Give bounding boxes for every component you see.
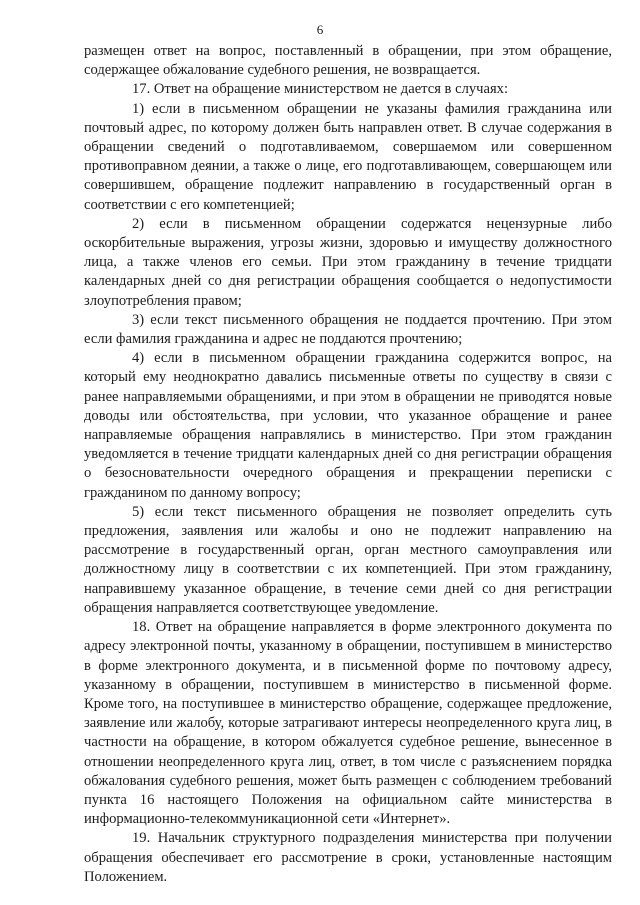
paragraph-item-19: 19. Начальник структурного подразделения министерства при получении обращения обеспечивает его рассмотрение в сроки, установленные настоящим Положением. [84,830,612,885]
paragraph-continuation: размещен ответ на вопрос, поставленный в обращении, при этом обращение, содержащее обжалование судебного решения, не возвращается. [84,43,612,79]
paragraph-subitem-5: 5) если текст письменного обращения не позволяет определить суть предложения, заявления или жалобы и оно не подлежит направлению на рассмотрение в государственный орган, орган местного самоуправления или должностному лицу в соответствии с их компетенцией. При этом гражданину, направившему указанное обращение, в течение семи дней со дня регистрации обращения направляется соответствующее уведомление. [84,503,612,616]
paragraph-item-18: 18. Ответ на обращение направляется в форме электронного документа по адресу электронной почты, указанному в обращении, поступившем в министерство в форме электронного документа, и в письменной форме по почтовому адресу, указанному в обращении, поступившем в министерство в письменной форме. Кроме того, на поступившее в министерство обращение, содержащее предложение, заявление или жалобу, которые затрагивают интересы неопределенного круга лиц, в частности на обращение, в котором обжалуется судебное решение, вынесенное в отношении неопределенного круга лиц, ответ, в том числе с разъяснением порядка обжалования судебного решения, может быть размещен с соблюдением требований пункта 16 настоящего Положения на официальном сайте министерства в информационно-телекоммуникационной сети «Интернет». [84,619,612,828]
document-body [84,42,612,887]
paragraph-subitem-1: 1) если в письменном обращении не указаны фамилия гражданина или почтовый адрес, по которому должен быть направлен ответ. В случае содержания в обращении сведений о подготавливаемом, совершаемом или совершенном противоправном деянии, а также о лице, его подготавливающем, совершающем или совершившем, обращение подлежит направлению в государственный орган в соответствии с его компетенцией; [84,100,612,213]
paragraph-subitem-3: 3) если текст письменного обращения не поддается прочтению. При этом если фамилия гражданина и адрес не поддаются прочтению; [84,311,612,348]
paragraph-item-17: 17. Ответ на обращение министерством не дается в случаях: [132,81,509,98]
page-number: 6 [316,22,324,37]
paragraph-subitem-2: 2) если в письменном обращении содержатся нецензурные либо оскорбительные выражения, угрозы жизни, здоровью и имуществу должностного лица, а также членов его семьи. При этом гражданину в течение тридцати календарных дней со дня регистрации обращения сообщается о недопустимости злоупотребления правом; [84,215,612,309]
paragraph-subitem-4: 4) если в письменном обращении гражданина содержится вопрос, на который ему неоднократно давались письменные ответы по существу в связи с ранее направляемыми обращениями, и при этом в обращении не приводятся новые доводы или обстоятельства, при условии, что указанное обращение и ранее направляемые обращения направлялись в министерство. При этом гражданин уведомляется в течение тридцати календарных дней со дня регистрации обращения о безосновательности очередного обращения и прекращении переписки с гражданином по данному вопросу; [84,350,612,501]
